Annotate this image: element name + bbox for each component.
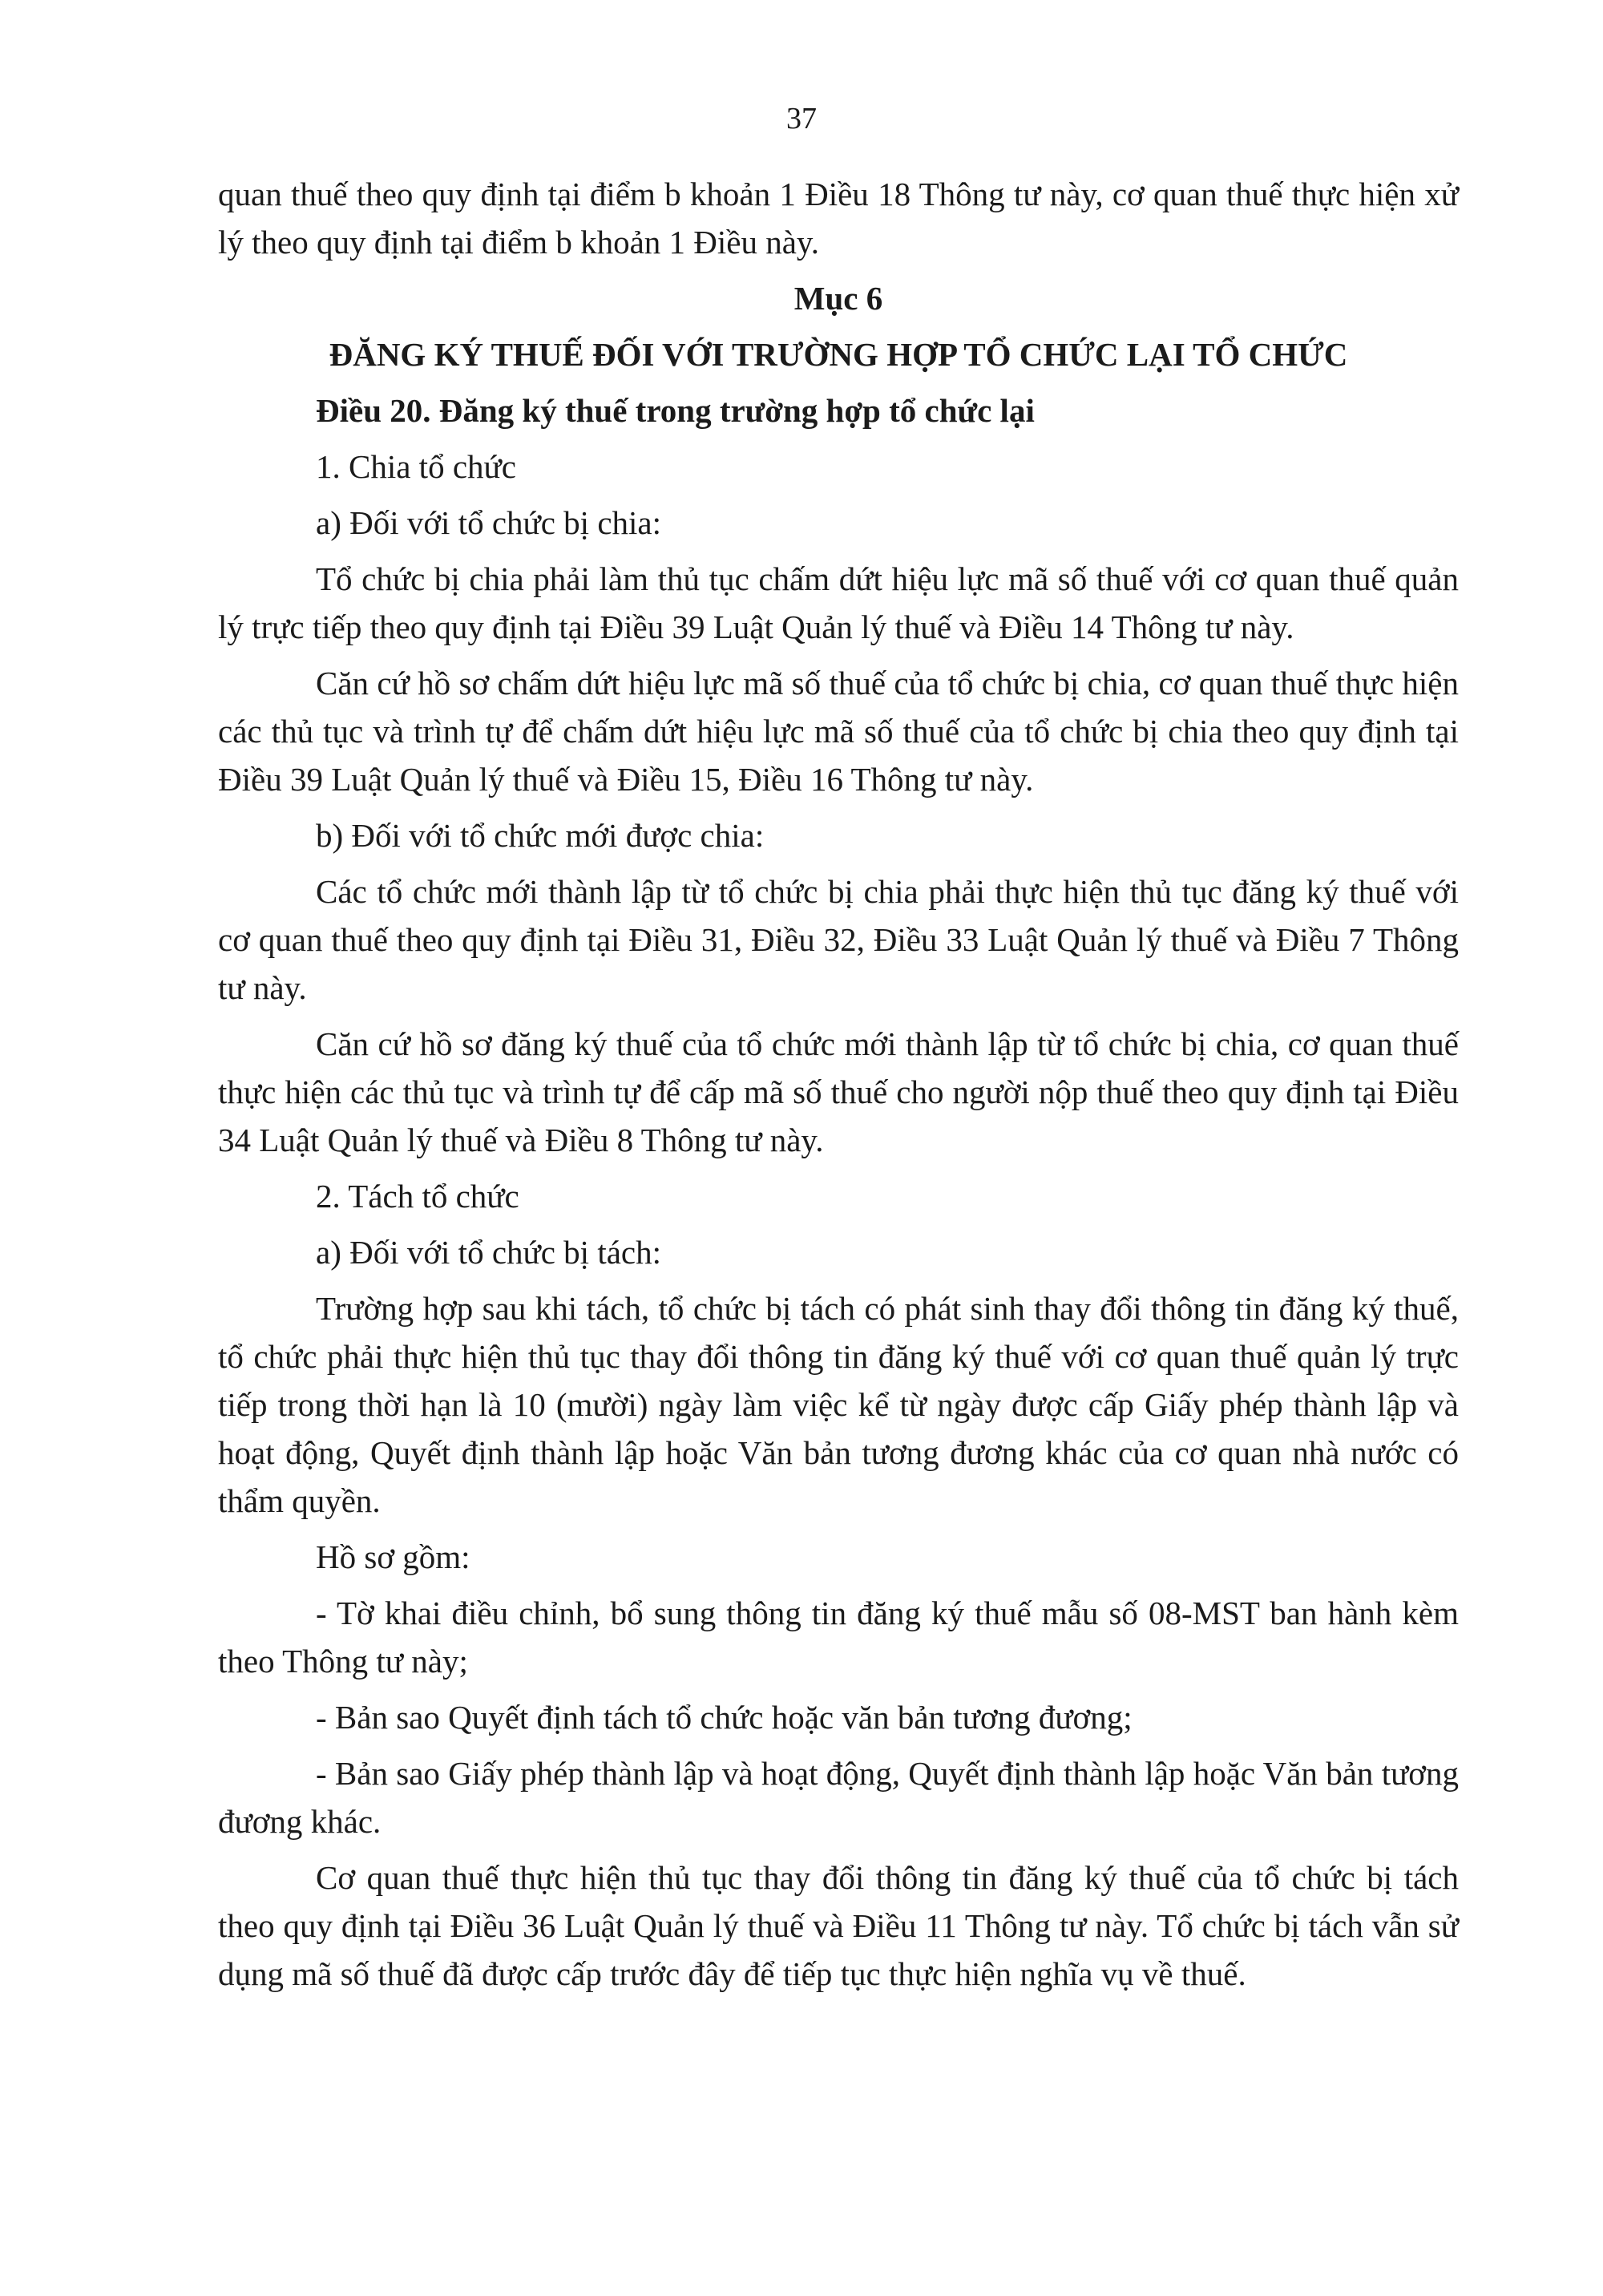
paragraph-new-org-procedure: Căn cứ hồ sơ đăng ký thuế của tổ chức mới thành lập từ tổ chức bị chia, cơ quan thuế thực hiện các thủ tục và trình tự để cấp mã số thuế cho người nộp thuế theo quy định tại Điều 34 Luật Quản lý thuế và Điều 8 Thông tư này. <box>218 1025 1459 1158</box>
clause-1-heading: 1. Chia tổ chức <box>316 448 516 485</box>
dossier-item-decision: - Bản sao Quyết định tách tổ chức hoặc văn bản tương đương; <box>316 1699 1133 1736</box>
page-number: 37 <box>786 102 817 135</box>
clause-2-heading: 2. Tách tổ chức <box>316 1178 519 1215</box>
section-label: Mục 6 <box>793 280 883 317</box>
paragraph-tax-authority-procedure: Cơ quan thuế thực hiện thủ tục thay đổi thông tin đăng ký thuế của tổ chức bị tách theo quy định tại Điều 36 Luật Quản lý thuế và Điều 11 Thông tư này. Tổ chức bị tách vẫn sử dụng mã số thuế đã được cấp trước đây để tiếp tục thực hiện nghĩa vụ về thuế. <box>218 1859 1459 1992</box>
section-title: ĐĂNG KÝ THUẾ ĐỐI VỚI TRƯỜNG HỢP TỔ CHỨC LẠI TỔ CHỨC <box>329 336 1348 373</box>
article-title: Điều 20. Đăng ký thuế trong trường hợp tổ chức lại <box>316 392 1035 429</box>
paragraph-split-termination: Tổ chức bị chia phải làm thủ tục chấm dứt hiệu lực mã số thuế với cơ quan thuế quản lý trực tiếp theo quy định tại Điều 39 Luật Quản lý thuế và Điều 14 Thông tư này. <box>218 560 1459 645</box>
dossier-heading: Hồ sơ gồm: <box>316 1538 470 1575</box>
document-body <box>218 170 1459 2006</box>
clause-1b-heading: b) Đối với tổ chức mới được chia: <box>316 817 765 854</box>
dossier-item-license: - Bản sao Giấy phép thành lập và hoạt động, Quyết định thành lập hoặc Văn bản tương đương khác. <box>218 1755 1459 1840</box>
dossier-item-form: - Tờ khai điều chỉnh, bổ sung thông tin đăng ký thuế mẫu số 08-MST ban hành kèm theo Thông tư này; <box>218 1595 1459 1680</box>
paragraph-new-org-registration: Các tổ chức mới thành lập từ tổ chức bị chia phải thực hiện thủ tục đăng ký thuế với cơ quan thuế theo quy định tại Điều 31, Điều 32, Điều 33 Luật Quản lý thuế và Điều 7 Thông tư này. <box>218 873 1459 1006</box>
paragraph-continuation: quan thuế theo quy định tại điểm b khoản 1 Điều 18 Thông tư này, cơ quan thuế thực hiện xử lý theo quy định tại điểm b khoản 1 Điều này. <box>218 176 1459 261</box>
paragraph-split-procedure: Căn cứ hồ sơ chấm dứt hiệu lực mã số thuế của tổ chức bị chia, cơ quan thuế thực hiện các thủ tục và trình tự để chấm dứt hiệu lực mã số thuế của tổ chức bị chia theo quy định tại Điều 39 Luật Quản lý thuế và Điều 15, Điều 16 Thông tư này. <box>218 665 1459 798</box>
paragraph-separation-change: Trường hợp sau khi tách, tổ chức bị tách có phát sinh thay đổi thông tin đăng ký thuế, tổ chức phải thực hiện thủ tục thay đổi thông tin đăng ký thuế với cơ quan thuế quản lý trực tiếp trong thời hạn là 10 (mười) ngày làm việc kể từ ngày được cấp Giấy phép thành lập và hoạt động, Quyết định thành lập hoặc Văn bản tương đương khác của cơ quan nhà nước có thẩm quyền. <box>218 1290 1459 1519</box>
clause-2a-heading: a) Đối với tổ chức bị tách: <box>316 1234 662 1271</box>
clause-1a-heading: a) Đối với tổ chức bị chia: <box>316 504 662 541</box>
